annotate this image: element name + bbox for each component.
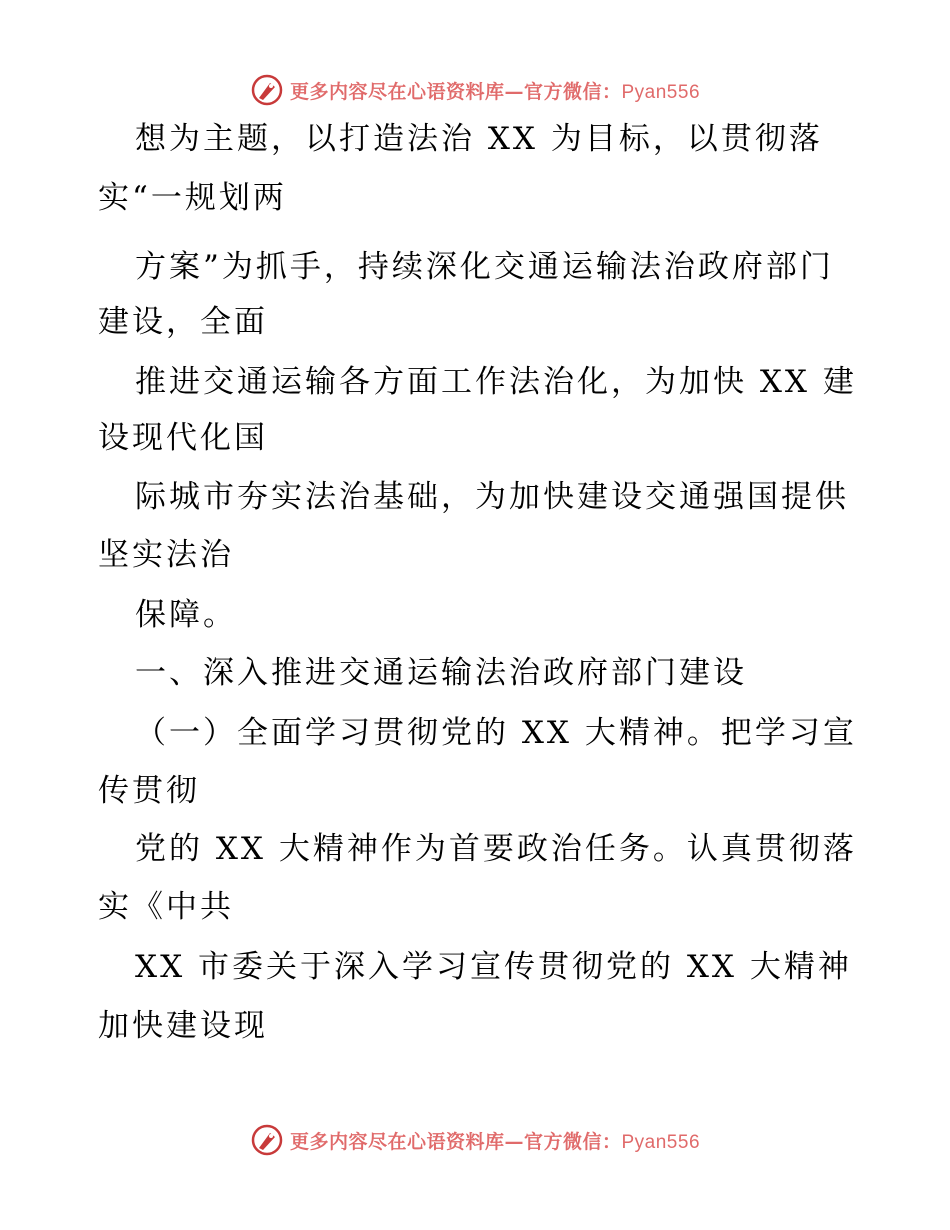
text-line: 建设，全面 (98, 304, 268, 340)
text-line: 实《中共 (98, 889, 234, 925)
subsection-heading: （一）全面学习贯彻党的 XX 大精神。把学习宣 (135, 715, 857, 751)
text-line: 党的 XX 大精神作为首要政治任务。认真贯彻落 (135, 831, 857, 867)
text-line: XX 市委关于深入学习宣传贯彻党的 XX 大精神 (135, 949, 852, 985)
footer-banner-text: 更多内容尽在心语资料库—官方微信：Pyan556 (289, 1130, 701, 1153)
text-line: 想为主题，以打造法治 XX 为目标，以贯彻落 (135, 121, 823, 157)
footer-wechat-id: Pyan556 (621, 1131, 701, 1153)
header-banner (0, 70, 950, 110)
text-line: 坚实法治 (98, 537, 234, 573)
pen-nib-logo-icon (250, 1123, 284, 1157)
text-line: 实“一规划两 (98, 180, 287, 216)
text-line: 加快建设现 (98, 1008, 268, 1044)
header-wechat-id: Pyan556 (621, 81, 701, 103)
text-line: 际城市夯实法治基础，为加快建设交通强国提供 (135, 479, 849, 515)
footer-banner (0, 1120, 950, 1160)
text-line: 设现代化国 (98, 420, 268, 456)
section-heading: 一、深入推进交通运输法治政府部门建设 (135, 655, 747, 691)
text-line: 传贯彻 (98, 773, 200, 809)
pen-nib-logo-icon (250, 73, 284, 107)
header-banner-text: 更多内容尽在心语资料库—官方微信：Pyan556 (289, 80, 701, 103)
text-line: 方案”为抓手，持续深化交通运输法治政府部门 (135, 249, 834, 285)
text-line: 保障。 (135, 597, 237, 633)
text-line: 推进交通运输各方面工作法治化，为加快 XX 建 (135, 364, 857, 400)
